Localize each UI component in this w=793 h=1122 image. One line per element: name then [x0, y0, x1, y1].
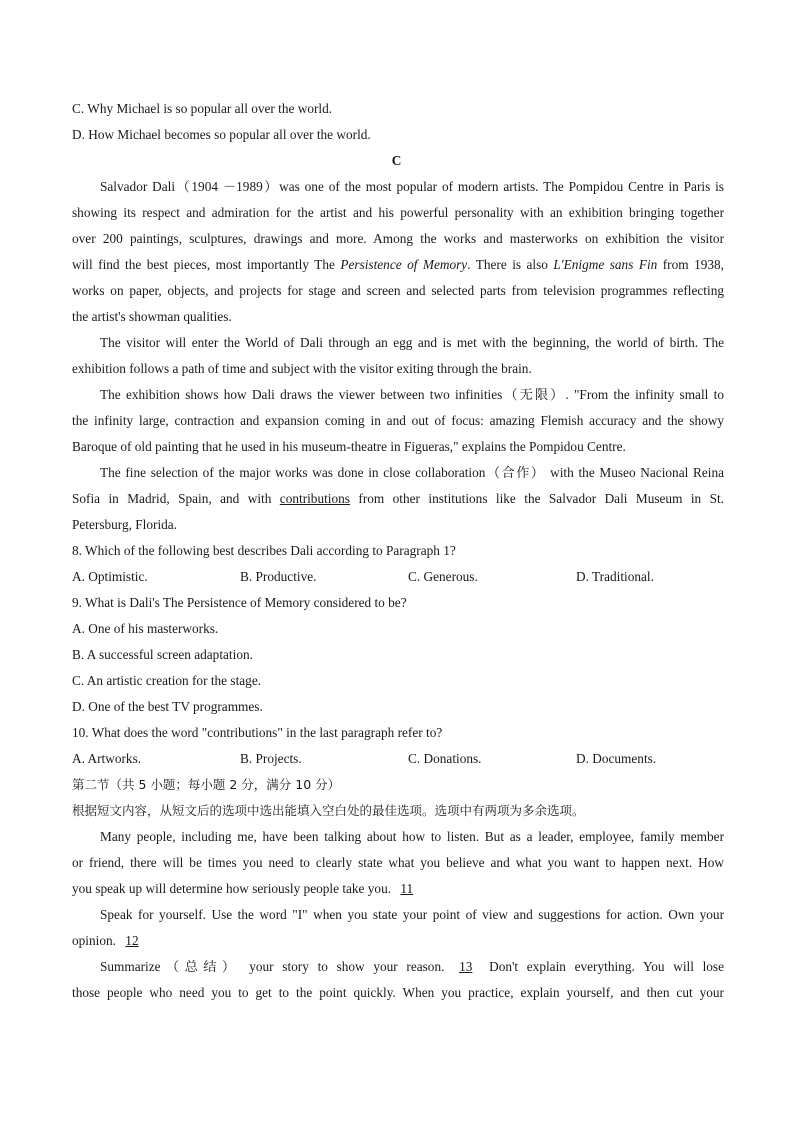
passage-c-p1-line3: over 200 paintings, sculptures, drawings and more. Among the works and masterworks on exhibition the visitor: [72, 231, 724, 246]
text-run: your story to show your reason.: [249, 959, 445, 974]
text-run: Summarize（总结）: [100, 959, 241, 974]
passage-c-p1-line6: the artist's showman qualities.: [72, 309, 232, 324]
passage-c-p2-line2: exhibition follows a path of time and subject with the visitor exiting through the brain.: [72, 361, 532, 376]
blank-11[interactable]: 11: [400, 881, 414, 896]
q9-option-a: A. One of his masterworks.: [72, 621, 219, 636]
passage-c-p1-line5: works on paper, objects, and projects for stage and screen and selected parts from television programmes reflecting: [72, 283, 724, 298]
q10-option-b: B. Projects.: [240, 751, 302, 766]
q8-option-d: D. Traditional.: [576, 569, 654, 584]
text-run: will find the best pieces, most importantly The: [72, 257, 341, 272]
question-8-stem: 8. Which of the following best describes Dali according to Paragraph 1?: [72, 543, 456, 558]
question-10-stem: 10. What does the word "contributions" in the last paragraph refer to?: [72, 725, 443, 740]
text-run: Don't explain everything. You will lose: [489, 959, 725, 974]
q10-option-d: D. Documents.: [576, 751, 657, 766]
s2-p1-line2: or friend, there will be times you need to clearly state what you believe and what you want to happen next. How: [72, 855, 724, 870]
artwork-title: Persistence of Memory: [340, 257, 468, 272]
blank-13[interactable]: 13: [459, 959, 473, 974]
s2-p1-line3: [72, 879, 421, 899]
q8-option-c: C. Generous.: [408, 569, 478, 584]
passage-c-p3-line2: the infinity large, contraction and expansion coming in and out of focus: amazing Flemish accuracy and the showy: [72, 413, 724, 428]
text-run: from other institutions like the Salvador Dali Museum in St.: [349, 491, 724, 506]
passage-c-p1-line1: Salvador Dali（1904 －1989）was one of the most popular of modern artists. The Pompidou Centre in Paris is: [100, 179, 724, 194]
text-run: opinion.: [72, 933, 116, 948]
s2-p2-line2: [72, 931, 147, 951]
blank-12[interactable]: 12: [125, 933, 139, 948]
underlined-word: contributions: [279, 491, 350, 506]
passage-c-p4-line3: Petersburg, Florida.: [72, 517, 178, 532]
text-run: from 1938,: [657, 257, 724, 272]
section-2-instruction: 根据短文内容，从短文后的选项中选出能填入空白处的最佳选项。选项中有两项为多余选项。: [72, 803, 585, 818]
prev-option-c: C. Why Michael is so popular all over the world.: [72, 101, 333, 116]
passage-c-p4-line2: [72, 489, 724, 509]
text-run: . There is also: [467, 257, 554, 272]
q8-option-b: B. Productive.: [240, 569, 317, 584]
s2-p2-line1: Speak for yourself. Use the word "I" when you state your point of view and suggestions for action. Own your: [100, 907, 724, 922]
s2-p3-line1: [100, 957, 724, 977]
q10-option-a: A. Artworks.: [72, 751, 142, 766]
passage-c-p3-line3: Baroque of old painting that he used in his museum-theatre in Figueras," explains the Pompidou Centre.: [72, 439, 626, 454]
q9-option-d: D. One of the best TV programmes.: [72, 699, 263, 714]
prev-option-d: D. How Michael becomes so popular all over the world.: [72, 127, 371, 142]
text-run: Sofia in Madrid, Spain, and with: [72, 491, 280, 506]
passage-c-p4-line1: The fine selection of the major works was done in close collaboration（合作） with the Museo Nacional Reina: [100, 465, 724, 480]
passage-c-p1-line4: [72, 255, 724, 275]
q10-option-c: C. Donations.: [408, 751, 482, 766]
q8-option-a: A. Optimistic.: [72, 569, 148, 584]
passage-c-p3-line1: The exhibition shows how Dali draws the viewer between two infinities（无限）. "From the infinity small to: [100, 387, 724, 402]
question-9-stem: 9. What is Dali's The Persistence of Memory considered to be?: [72, 595, 407, 610]
s2-p3-line2: those people who need you to get to the point quickly. When you practice, explain yourself, and then cut your: [72, 985, 724, 1000]
passage-c-p1-line2: showing its respect and admiration for the artist and his powerful personality with an exhibition bringing together: [72, 205, 724, 220]
q9-option-c: C. An artistic creation for the stage.: [72, 673, 262, 688]
section-2-title: 第二节（共 5 小题；每小题 2 分，满分 10 分）: [72, 777, 341, 792]
artwork-title: L'Enigme sans Fin: [553, 257, 658, 272]
s2-p1-line1: Many people, including me, have been talking about how to listen. But as a leader, employee, family member: [100, 829, 724, 844]
passage-heading: C: [391, 153, 402, 168]
passage-c-p2-line1: The visitor will enter the World of Dali through an egg and is met with the beginning, the world of birth. The: [100, 335, 724, 350]
q9-option-b: B. A successful screen adaptation.: [72, 647, 253, 662]
text-run: you speak up will determine how seriously people take you.: [72, 881, 392, 896]
